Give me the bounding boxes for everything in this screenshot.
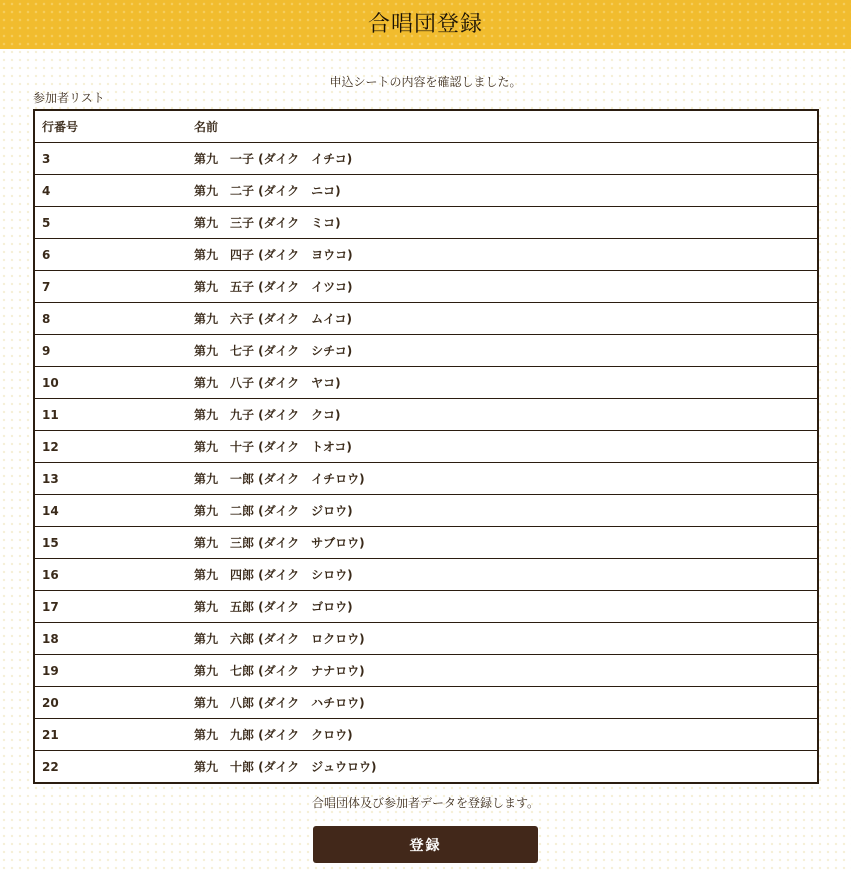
participant-name-cell: 第九 一子 (ダイク イチコ) [187,143,818,175]
confirm-message: 申込シートの内容を確認しました。 [329,75,522,89]
row-number-cell: 9 [34,335,187,367]
participant-name-cell: 第九 六郎 (ダイク ロクロウ) [187,623,818,655]
table-row [34,399,818,431]
page-header [0,0,851,49]
row-number-cell: 6 [34,239,187,271]
register-notice: 合唱団体及び参加者データを登録します。 [311,796,540,810]
row-number-cell: 16 [34,559,187,591]
column-header-row-number: 行番号 [34,110,187,143]
row-number-cell: 7 [34,271,187,303]
participant-name-cell: 第九 二子 (ダイク ニコ) [187,175,818,207]
participant-name-cell: 第九 七郎 (ダイク ナナロウ) [187,655,818,687]
table-row [34,591,818,623]
table-row [34,687,818,719]
participant-name-cell: 第九 一郎 (ダイク イチロウ) [187,463,818,495]
participant-name-cell: 第九 三郎 (ダイク サブロウ) [187,527,818,559]
row-number-cell: 21 [34,719,187,751]
table-row [34,655,818,687]
table-row [34,207,818,239]
participant-table-wrapper [33,109,819,784]
row-number-cell: 19 [34,655,187,687]
participant-table-body [34,143,818,784]
table-row [34,271,818,303]
table-row [34,495,818,527]
table-row [34,175,818,207]
row-number-cell: 18 [34,623,187,655]
table-row [34,335,818,367]
participant-name-cell: 第九 五郎 (ダイク ゴロウ) [187,591,818,623]
participant-name-cell: 第九 九郎 (ダイク クロウ) [187,719,818,751]
table-row [34,719,818,751]
row-number-cell: 14 [34,495,187,527]
participant-name-cell: 第九 七子 (ダイク シチコ) [187,335,818,367]
table-row [34,751,818,784]
table-row [34,527,818,559]
participant-name-cell: 第九 十郎 (ダイク ジュウロウ) [187,751,818,784]
row-number-cell: 20 [34,687,187,719]
register-button[interactable]: 登録 [313,826,538,863]
row-number-cell: 12 [34,431,187,463]
table-header-row [34,110,818,143]
table-row [34,303,818,335]
participant-name-cell: 第九 六子 (ダイク ムイコ) [187,303,818,335]
table-row [34,239,818,271]
row-number-cell: 3 [34,143,187,175]
participant-name-cell: 第九 八郎 (ダイク ハチロウ) [187,687,818,719]
participant-name-cell: 第九 二郎 (ダイク ジロウ) [187,495,818,527]
row-number-cell: 22 [34,751,187,784]
row-number-cell: 10 [34,367,187,399]
participant-name-cell: 第九 四子 (ダイク ヨウコ) [187,239,818,271]
participant-name-cell: 第九 十子 (ダイク トオコ) [187,431,818,463]
row-number-cell: 11 [34,399,187,431]
row-number-cell: 8 [34,303,187,335]
row-number-cell: 4 [34,175,187,207]
page-title: 合唱団登録 [367,12,483,37]
row-number-cell: 17 [34,591,187,623]
table-row [34,431,818,463]
participant-list-title: 参加者リスト [33,91,105,105]
table-row [34,143,818,175]
row-number-cell: 5 [34,207,187,239]
table-row [34,463,818,495]
participant-name-cell: 第九 八子 (ダイク ヤコ) [187,367,818,399]
participant-name-cell: 第九 四郎 (ダイク シロウ) [187,559,818,591]
table-row [34,367,818,399]
participant-table [33,109,819,784]
participant-name-cell: 第九 三子 (ダイク ミコ) [187,207,818,239]
row-number-cell: 13 [34,463,187,495]
table-row [34,623,818,655]
table-row [34,559,818,591]
participant-name-cell: 第九 九子 (ダイク クコ) [187,399,818,431]
column-header-name: 名前 [187,110,818,143]
participant-name-cell: 第九 五子 (ダイク イツコ) [187,271,818,303]
row-number-cell: 15 [34,527,187,559]
